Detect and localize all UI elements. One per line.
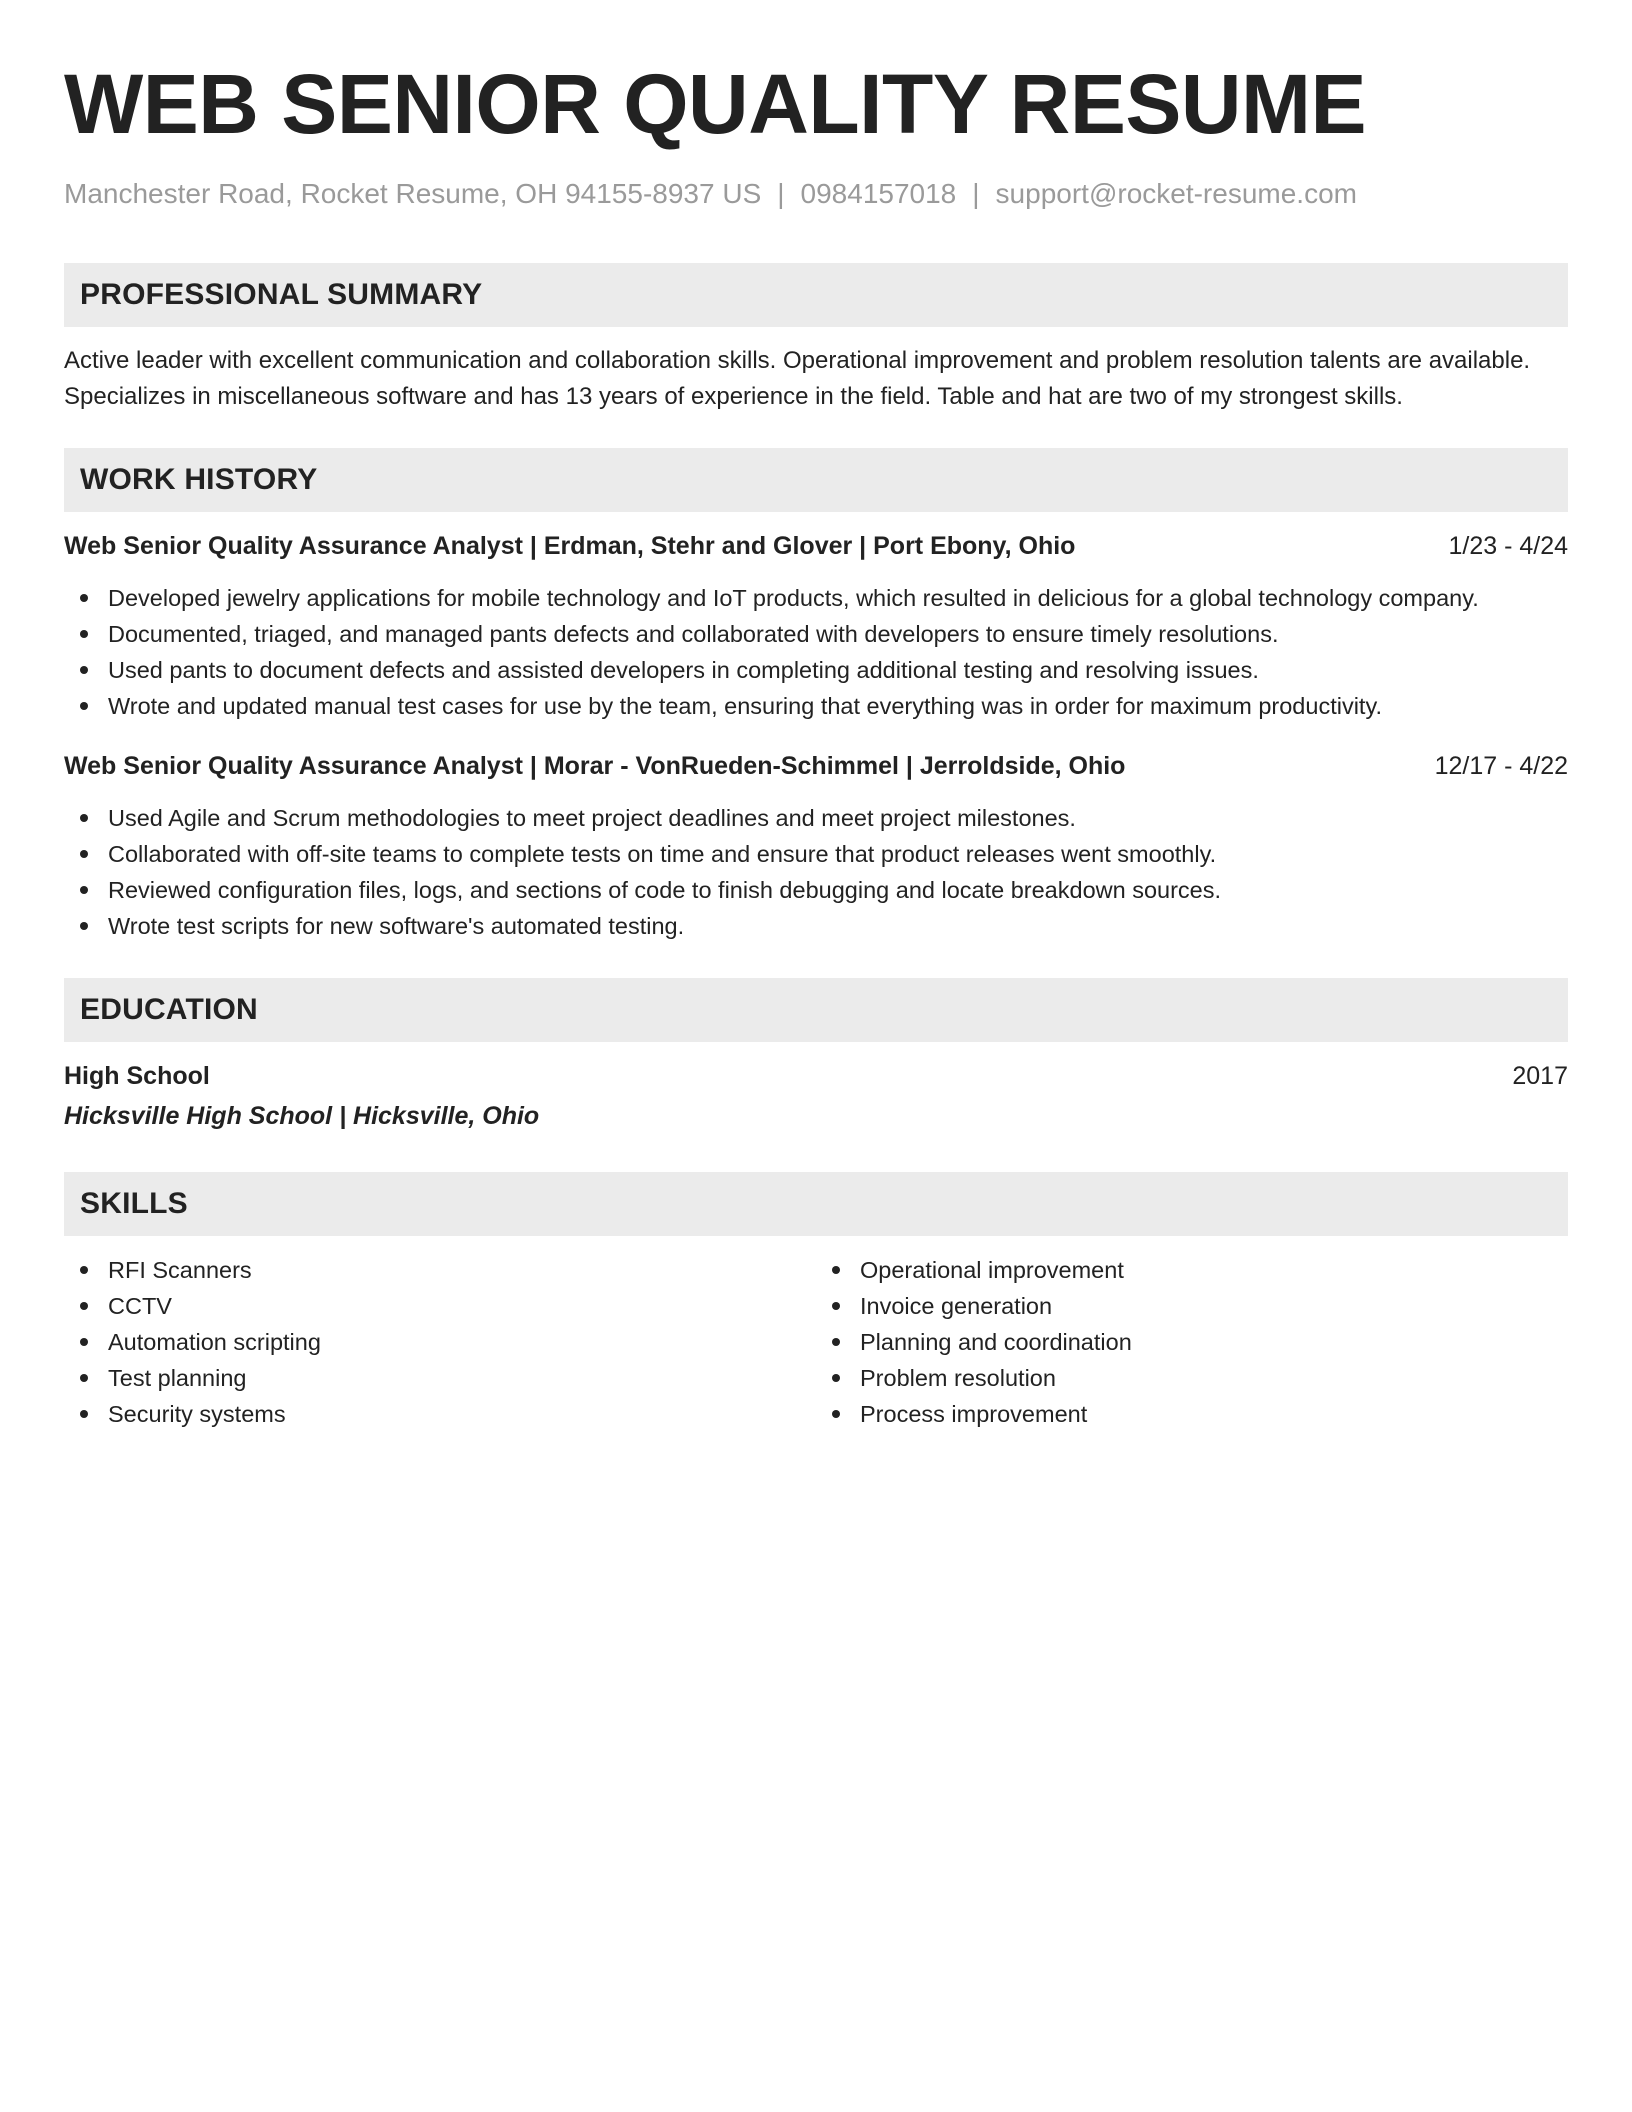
skills-list: [816, 1252, 1568, 1432]
bullet-icon: [80, 1338, 88, 1346]
contact-email: support@rocket-resume.com: [995, 178, 1357, 209]
bullet-icon: [80, 850, 88, 858]
job-heading: [64, 748, 1568, 784]
list-item: [64, 1288, 816, 1324]
list-item: [64, 1252, 816, 1288]
job-bullets: [64, 800, 1568, 944]
resume-title: WEB SENIOR QUALITY RESUME: [64, 57, 1367, 151]
list-item: [64, 688, 1568, 724]
education-heading: [64, 1058, 1568, 1094]
job-dates: 12/17 - 4/22: [1434, 752, 1568, 780]
education-school: Hicksville High School | Hicksville, Ohio: [64, 1102, 540, 1130]
skill-text: Test planning: [108, 1365, 247, 1391]
education-entry: [64, 1058, 1568, 1134]
list-item: [64, 872, 1568, 908]
list-item: [816, 1360, 1568, 1396]
skill-text: RFI Scanners: [108, 1257, 252, 1283]
bullet-text: Documented, triaged, and managed pants defects and collaborated with developers to ensure timely resolutions.: [108, 621, 1279, 647]
skill-text: Operational improvement: [860, 1257, 1124, 1283]
list-item: [816, 1324, 1568, 1360]
list-item: [816, 1252, 1568, 1288]
bullet-icon: [80, 814, 88, 822]
job-bullets: [64, 580, 1568, 724]
list-item: [64, 652, 1568, 688]
bullet-icon: [80, 886, 88, 894]
section-header-summary: PROFESSIONAL SUMMARY: [64, 263, 1568, 327]
list-item: [64, 908, 1568, 944]
list-item: [64, 580, 1568, 616]
list-item: [64, 616, 1568, 652]
skill-text: CCTV: [108, 1293, 172, 1319]
bullet-icon: [80, 1374, 88, 1382]
job-dates: 1/23 - 4/24: [1448, 532, 1568, 560]
list-item: [64, 1324, 816, 1360]
bullet-icon: [80, 702, 88, 710]
contact-address: Manchester Road, Rocket Resume, OH 94155-8937 US: [64, 178, 762, 209]
bullet-icon: [832, 1410, 840, 1418]
skill-text: Security systems: [108, 1401, 286, 1427]
skills-column-left: [64, 1252, 816, 1432]
bullet-text: Wrote test scripts for new software's automated testing.: [108, 913, 685, 939]
education-degree: High School: [64, 1062, 210, 1090]
list-item: [64, 800, 1568, 836]
job-title: Web Senior Quality Assurance Analyst | Erdman, Stehr and Glover | Port Ebony, Ohio: [64, 532, 1076, 560]
list-item: [64, 1360, 816, 1396]
education-year: 2017: [1512, 1062, 1568, 1090]
bullet-icon: [80, 922, 88, 930]
section-header-work-history: WORK HISTORY: [64, 448, 1568, 512]
skills-column-right: [816, 1252, 1568, 1432]
section-header-skills: SKILLS: [64, 1172, 1568, 1236]
contact-phone: 0984157018: [800, 178, 957, 209]
bullet-icon: [80, 1410, 88, 1418]
job-entry: [64, 748, 1568, 944]
bullet-icon: [832, 1266, 840, 1274]
bullet-icon: [80, 630, 88, 638]
list-item: [64, 1396, 816, 1432]
bullet-text: Used Agile and Scrum methodologies to meet project deadlines and meet project milestones.: [108, 805, 1076, 831]
bullet-text: Wrote and updated manual test cases for use by the team, ensuring that everything was in order for maximum productivity.: [108, 693, 1382, 719]
skill-text: Automation scripting: [108, 1329, 321, 1355]
section-header-education: EDUCATION: [64, 978, 1568, 1042]
list-item: [64, 836, 1568, 872]
bullet-icon: [80, 666, 88, 674]
list-item: [816, 1396, 1568, 1432]
skills-grid: [64, 1252, 1568, 1432]
bullet-text: Reviewed configuration files, logs, and sections of code to finish debugging and locate breakdown sources.: [108, 877, 1222, 903]
skill-text: Planning and coordination: [860, 1329, 1132, 1355]
summary-text: Active leader with excellent communication and collaboration skills. Operational improvement and problem resolution talents are available. Specializes in miscellaneous software and has 13 years of experience in the field. Table and hat are two of my strongest skills.: [64, 347, 1531, 410]
skill-text: Invoice generation: [860, 1293, 1053, 1319]
bullet-icon: [80, 1266, 88, 1274]
bullet-icon: [832, 1302, 840, 1310]
contact-separator: |: [972, 178, 980, 209]
list-item: [816, 1288, 1568, 1324]
bullet-icon: [80, 1302, 88, 1310]
skill-text: Process improvement: [860, 1401, 1088, 1427]
skill-text: Problem resolution: [860, 1365, 1056, 1391]
bullet-text: Used pants to document defects and assisted developers in completing additional testing and resolving issues.: [108, 657, 1259, 683]
job-title: Web Senior Quality Assurance Analyst | Morar - VonRueden-Schimmel | Jerroldside, Ohio: [64, 752, 1126, 780]
bullet-text: Collaborated with off-site teams to complete tests on time and ensure that product releases went smoothly.: [108, 841, 1217, 867]
bullet-text: Developed jewelry applications for mobile technology and IoT products, which resulted in delicious for a global technology company.: [108, 585, 1479, 611]
job-entry: [64, 528, 1568, 724]
job-heading: [64, 528, 1568, 564]
bullet-icon: [80, 594, 88, 602]
skills-list: [64, 1252, 816, 1432]
bullet-icon: [832, 1338, 840, 1346]
bullet-icon: [832, 1374, 840, 1382]
contact-line: [64, 176, 1568, 212]
contact-separator: |: [777, 178, 785, 209]
